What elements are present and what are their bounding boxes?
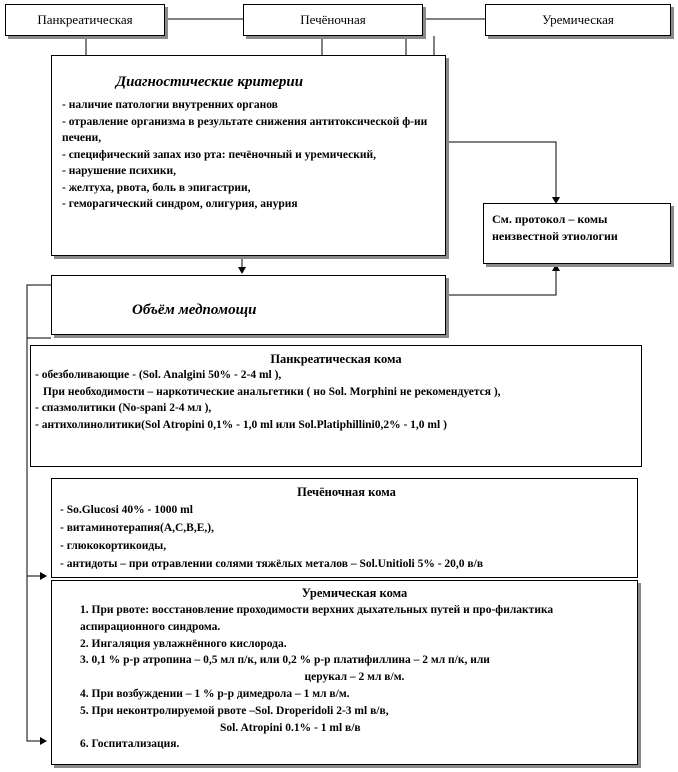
- uremic-type-label: Уремическая: [542, 12, 614, 27]
- uremic-coma-item: 6. Госпитализация.: [80, 738, 180, 751]
- pancreatic-coma-item: - спазмолитики (No-spani 2-4 мл ),: [35, 402, 212, 414]
- diagnostic-criteria-box: [51, 55, 446, 256]
- pancreatic-type-box: [5, 4, 165, 36]
- uremic-coma-item: 4. При возбуждении – 1 % р-р димедрола – 1 мл в/м.: [80, 687, 350, 700]
- hepatic-coma-item: - антидоты – при отравлении солями тяжёлых металов – Sol.Unitioli 5% - 20,0 в/в: [60, 558, 484, 570]
- hepatic-type-box: [243, 4, 423, 36]
- care-volume-title: Объём медпомощи: [132, 301, 257, 318]
- connector-line: [446, 142, 556, 203]
- hepatic-coma-item: - витаминотерапия(А,С,В,Е,),: [60, 522, 214, 534]
- hepatic-type-label: Печёночная: [300, 12, 366, 27]
- pancreatic-coma-item: - антихолинолитики(Sol Atropini 0,1% - 1,0 ml или Sol.Platiphillini0,2% - 1,0 ml ): [35, 418, 447, 431]
- hepatic-coma-item: - глюкокортикоиды,: [60, 540, 167, 552]
- uremic-coma-item: церукал – 2 мл в/м.: [304, 671, 405, 684]
- uremic-coma-title: Уремическая кома: [301, 586, 408, 600]
- pancreatic-coma-item: - обезболивающие - (Sol. Analgini 50% - 2-4 ml ),: [35, 369, 282, 381]
- uremic-coma-item: 2. Ингаляция увлажнённого кислорода.: [80, 637, 287, 650]
- uremic-coma-item: 3. 0,1 % р-р атропина – 0,5 мл п/к, или 0,2 % р-р платифиллина – 2 мл п/к, или: [80, 654, 490, 667]
- criteria-item: - нарушение психики,: [62, 165, 176, 177]
- care-volume-box: [51, 275, 446, 335]
- protocol-note-box: [483, 203, 671, 264]
- pancreatic-coma-title: Панкреатическая кома: [270, 352, 402, 366]
- criteria-item: - отравление организма в результате снижения антитоксической ф-ии печени,: [62, 115, 428, 144]
- criteria-item: - желтуха, рвота, боль в эпигастрии,: [62, 181, 251, 194]
- criteria-item: - наличие патологии внутренних органов: [62, 99, 278, 111]
- pancreatic-type-label: Панкреатическая: [37, 12, 133, 27]
- hepatic-coma-item: - So.Glucosi 40% - 1000 ml: [60, 504, 193, 516]
- connector-line: [446, 265, 556, 295]
- uremic-type-box: [485, 4, 671, 36]
- protocol-note-text: См. протокол – комы неизвестной этиологии: [492, 212, 618, 243]
- criteria-item: - геморагический синдром, олигурия, анурия: [62, 198, 298, 210]
- hepatic-coma-title: Печёночная кома: [297, 485, 396, 499]
- criteria-item: - специфический запах изо рта: печёночный и уремический,: [62, 148, 376, 161]
- uremic-coma-item: Sol. Atropini 0.1% - 1 ml в/в: [220, 721, 361, 734]
- uremic-coma-item: 1. При рвоте: восстановление проходимости верхних дыхательных путей и про-филактика аспирационного синдрома.: [80, 604, 554, 633]
- pancreatic-coma-box: [30, 345, 642, 467]
- pancreatic-coma-item: При необходимости – наркотические анальгетики ( но Sol. Morphini не рекомендуется ),: [43, 385, 501, 398]
- diagnostic-criteria-title: Диагностические критерии: [115, 74, 304, 90]
- hepatic-coma-box: [51, 478, 638, 578]
- uremic-coma-box: [51, 580, 638, 765]
- uremic-coma-item: 5. При неконтролируемой рвоте –Sol. Droperidoli 2-3 ml в/в,: [80, 704, 389, 717]
